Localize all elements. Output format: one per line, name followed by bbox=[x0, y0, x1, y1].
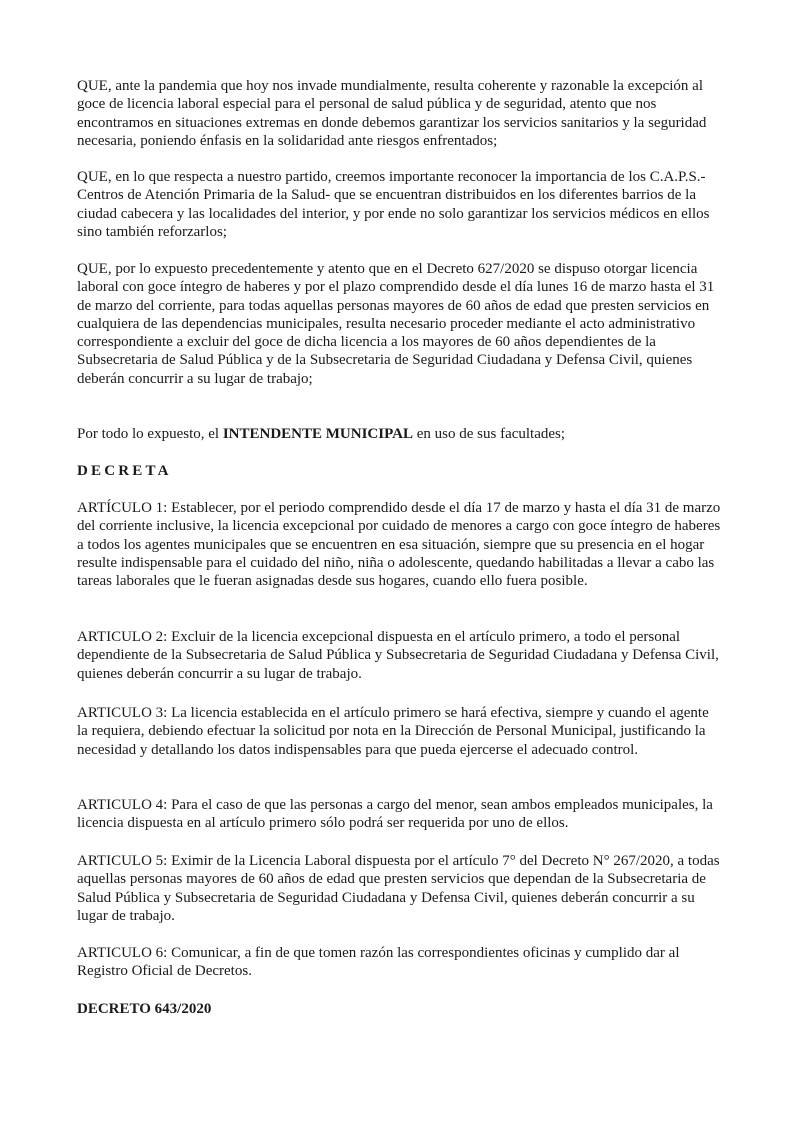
article-1: ARTÍCULO 1: Establecer, por el periodo comprendido desde el día 17 de marzo y hasta el día 31 de marzo del corriente inclusive, la licencia excepcional por cuidado de menores a cargo con goce íntegro de haberes a todos los agentes municipales que se encuentren en esa situación, siempre que su presencia en el hogar resulte indispensable para el cuidado del niño, niña o adolescente, quedando habilitadas a llevar a cabo las tareas laborales que le fueran asignadas desde sus hogares, cuando ello fuera posible. bbox=[77, 500, 721, 590]
article-5: ARTICULO 5: Eximir de la Licencia Laboral dispuesta por el artículo 7° del Decreto N° 267/2020, a todas aquellas personas mayores de 60 años de edad que presten servicios que dependan de la Subsecretaria de Salud Pública y Subsecretaria de Seguridad Ciudadana y Defensa Civil, quienes deberán concurrir a su lugar de trabajo. bbox=[77, 853, 720, 924]
article-4: ARTICULO 4: Para el caso de que las personas a cargo del menor, sean ambos empleados municipales, la licencia dispuesta en al artículo primero sólo podrá ser requerida por uno de ellos. bbox=[77, 797, 713, 832]
article-2: ARTICULO 2: Excluir de la licencia excepcional dispuesta en el artículo primero, a todo el personal dependiente de la Subsecretaria de Salud Pública y Subsecretaria de Seguridad Ciudadana y Defensa Civil, quienes deberán concurrir a su lugar de trabajo. bbox=[77, 629, 719, 682]
paragraph-que-pandemia: QUE, ante la pandemia que hoy nos invade mundialmente, resulta coherente y razonable la excepción al goce de licencia laboral especial para el personal de salud pública y de seguridad, atento que nos encontramos en situaciones extremas en donde debemos garantizar los servicios sanitarios y la seguridad necesaria, poniendo énfasis en la solidaridad ante riesgos enfrentados; bbox=[77, 78, 707, 149]
intendente-municipal: INTENDENTE MUNICIPAL bbox=[222, 426, 413, 442]
article-6: ARTICULO 6: Comunicar, a fin de que tomen razón las correspondientes oficinas y cumplido dar al Registro Oficial de Decretos. bbox=[77, 945, 680, 980]
paragraph-intro bbox=[77, 425, 722, 443]
decree-number: DECRETO 643/2020 bbox=[77, 1001, 212, 1017]
article-3: ARTICULO 3: La licencia establecida en el artículo primero se hará efectiva, siempre y cuando el agente la requiera, debiendo efectuar la solicitud por nota en la Dirección de Personal Municipal, justificando la necesidad y detallando los datos indispensables para que pueda ejercerse el adecuado control. bbox=[77, 705, 709, 758]
intro-text-before: Por todo lo expuesto, el bbox=[77, 426, 223, 442]
intro-text-after: en uso de sus facultades; bbox=[413, 426, 566, 442]
paragraph-que-caps: QUE, en lo que respecta a nuestro partido, creemos importante reconocer la importancia de los C.A.P.S.- Centros de Atención Primaria de la Salud- que se encuentran distribuidos en los diferentes barrios de la ciudad cabecera y las localidades del interior, y por ende no solo garantizar los servicios médicos en ellos sino también reforzarlos; bbox=[77, 169, 710, 240]
paragraph-que-decreto-627: QUE, por lo expuesto precedentemente y atento que en el Decreto 627/2020 se dispuso otorgar licencia laboral con goce íntegro de haberes y por el plazo comprendido desde el día lunes 16 de marzo hasta el 31 de marzo del corriente, para todas aquellas personas mayores de 60 años de edad que presten servicios en cualquiera de las dependencias municipales, resulta necesario proceder mediante el acto administrativo correspondiente a excluir del goce de dicha licencia a los mayores de 60 años dependientes de la Subsecretaria de Salud Pública y de la Subsecretaria de Seguridad Ciudadana y Defensa Civil, quienes deberán concurrir a su lugar de trabajo; bbox=[77, 261, 715, 387]
decreta-heading: DECRETA bbox=[77, 463, 172, 479]
